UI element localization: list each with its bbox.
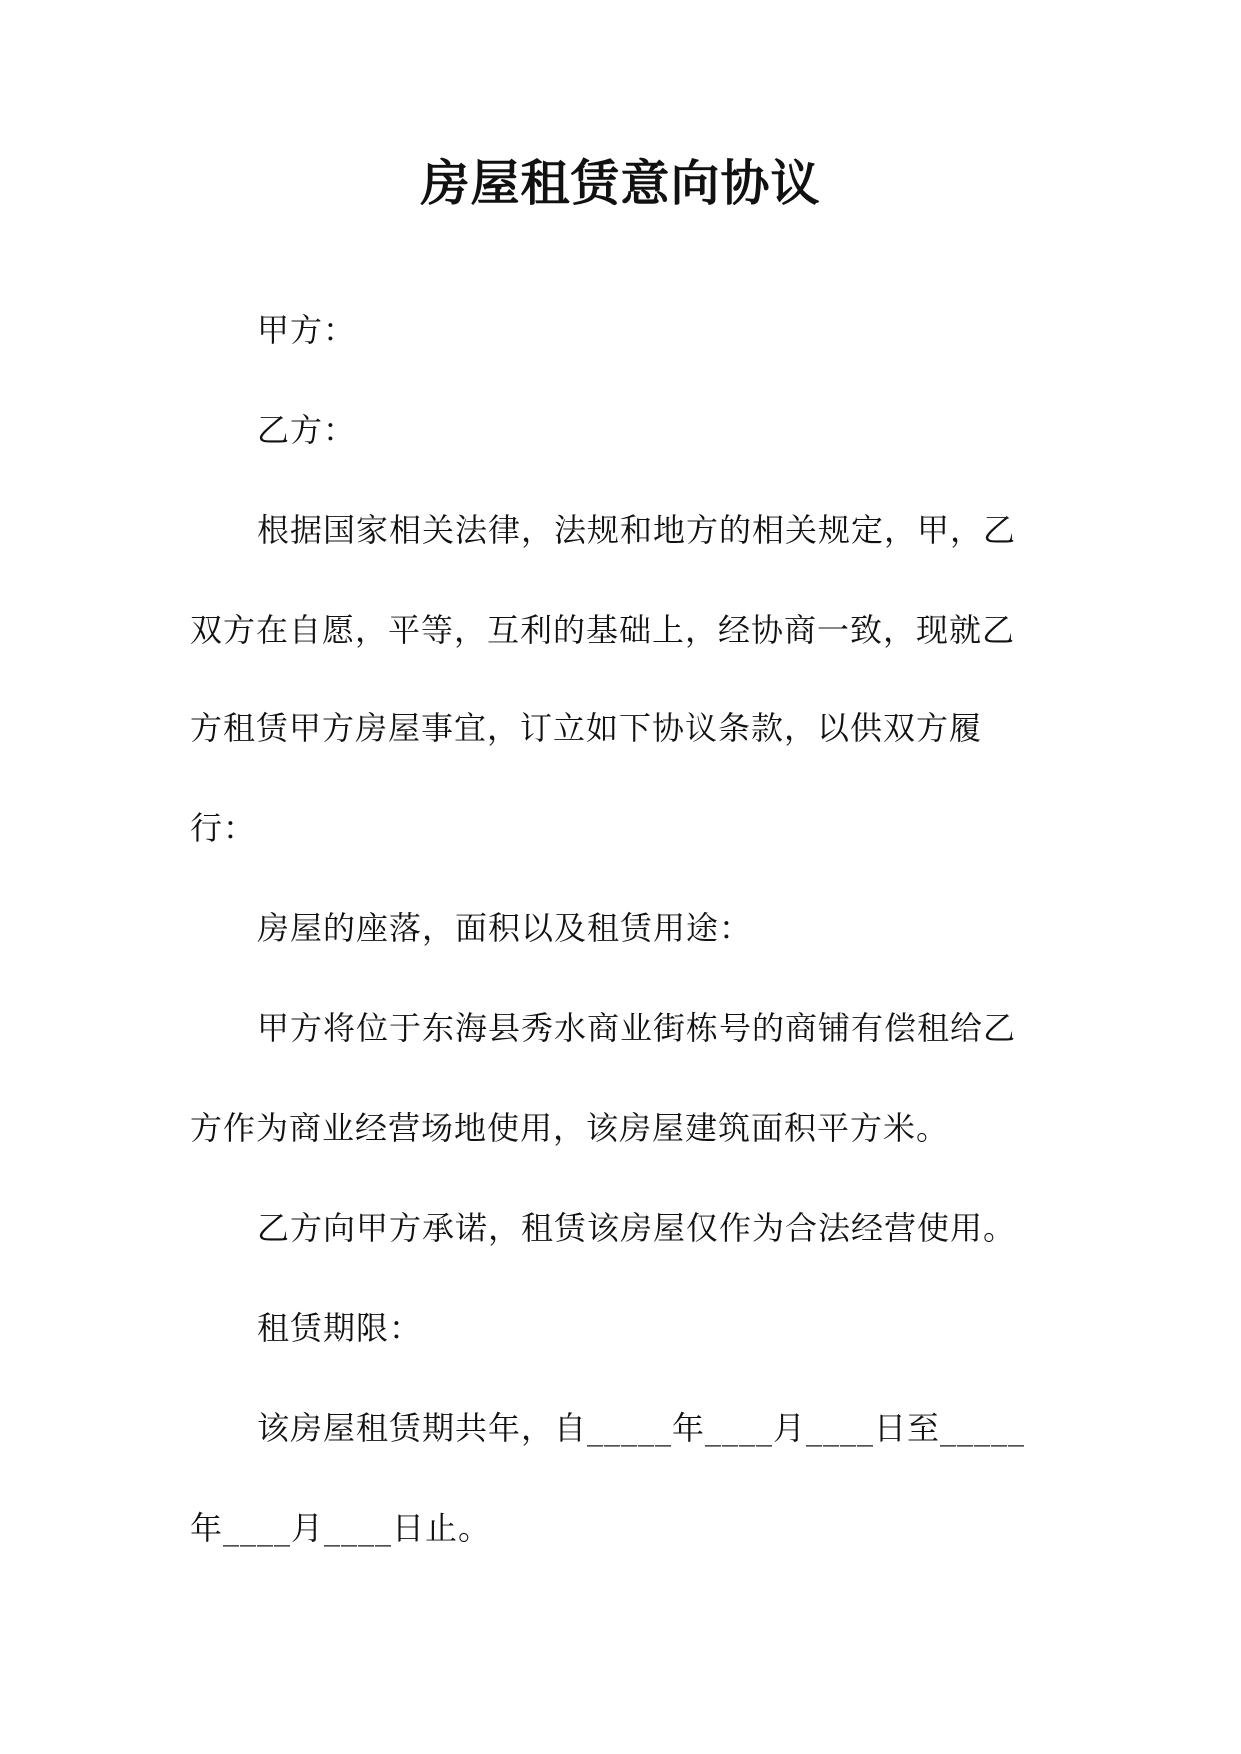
term-paragraph-line-2: 年____月____日止。 xyxy=(190,1509,492,1547)
section-location-heading: 房屋的座落，面积以及租赁用途： xyxy=(257,909,753,947)
term-paragraph-line-1: 该房屋租赁期共年，自_____年____月____日至_____ xyxy=(257,1409,1026,1447)
party-a-line: 甲方： xyxy=(257,311,357,349)
preamble-line-3: 方租赁甲方房屋事宜，订立如下协议条款，以供双方履 xyxy=(190,709,983,747)
location-paragraph-line-2: 方作为商业经营场地使用，该房屋建筑面积平方米。 xyxy=(190,1109,950,1147)
location-paragraph-line-1: 甲方将位于东海县秀水商业街栋号的商铺有偿租给乙 xyxy=(257,1009,1017,1047)
section-term-heading: 租赁期限： xyxy=(257,1309,423,1347)
party-b-line: 乙方： xyxy=(257,411,357,449)
commitment-paragraph: 乙方向甲方承诺，租赁该房屋仅作为合法经营使用。 xyxy=(257,1209,1017,1247)
preamble-line-4: 行： xyxy=(190,809,257,847)
preamble-line-2: 双方在自愿，平等，互利的基础上，经协商一致，现就乙 xyxy=(190,611,1016,649)
preamble-line-1: 根据国家相关法律，法规和地方的相关规定，甲，乙 xyxy=(257,511,1017,549)
document-title: 房屋租赁意向协议 xyxy=(420,154,821,212)
